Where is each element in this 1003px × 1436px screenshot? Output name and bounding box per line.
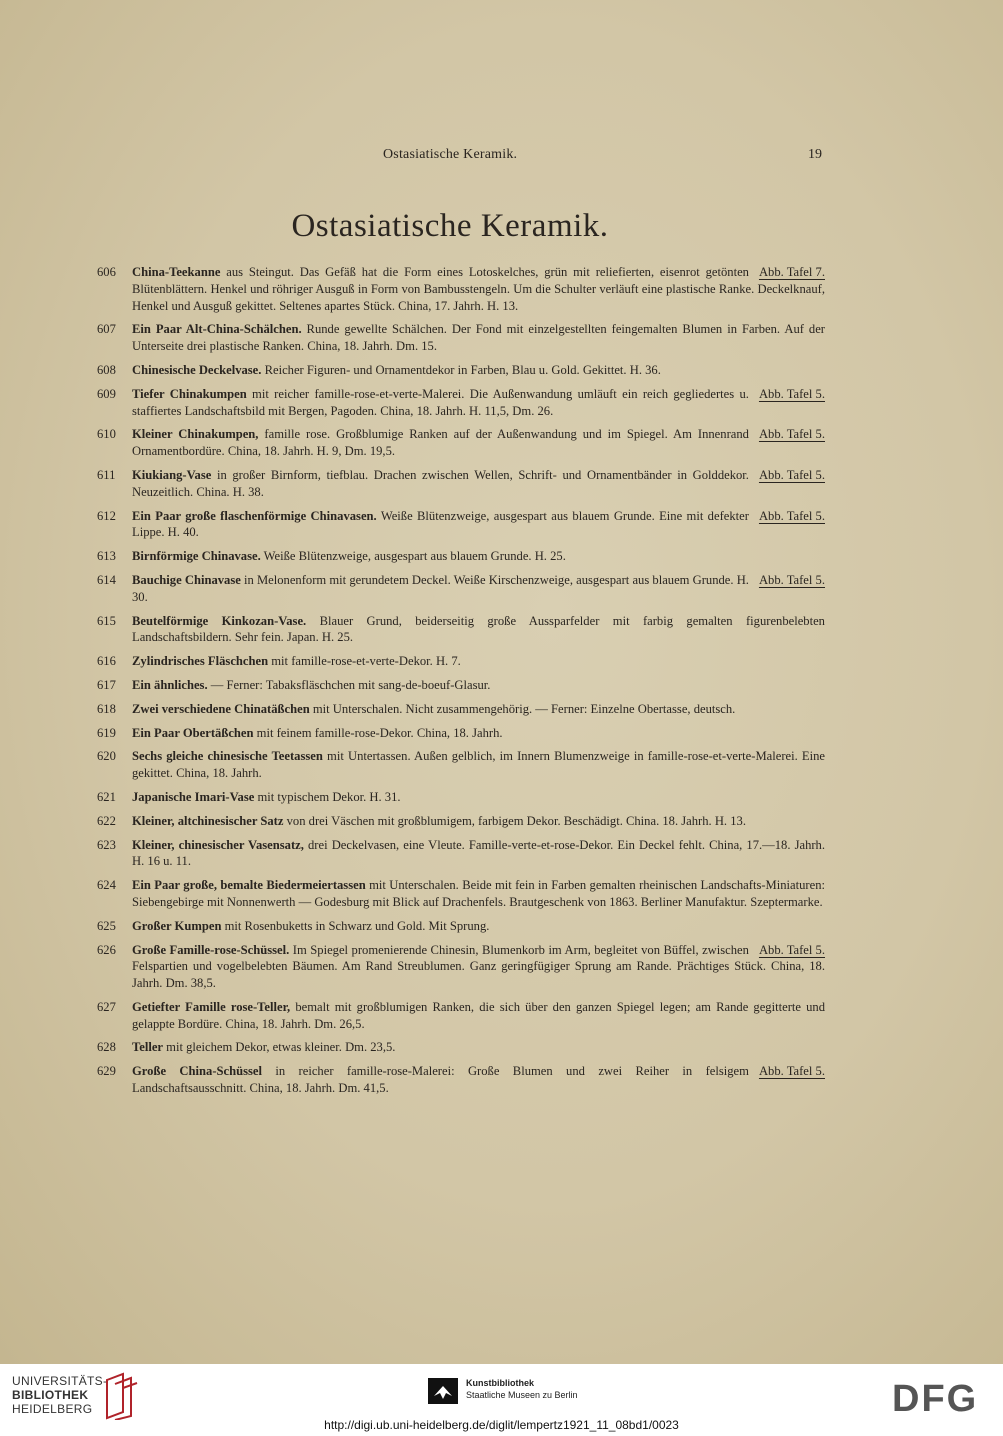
lot-description (132, 1039, 825, 1056)
lot-title: Kleiner, chinesischer Vasensatz, (132, 837, 304, 852)
lot-text: mit reicher famille-rose-et-verte-Malerei. Die Außenwandung umläuft ein reich gegliedertes u. staffiertes Landschaftsbild mit Bergen, Pagoden. China, 18. Jahrh. H. 11,5, Dm. 26. (132, 386, 749, 418)
plate-reference: Abb. Tafel 5. (758, 508, 825, 523)
kb-line-2: Staatliche Museen zu Berlin (466, 1390, 578, 1400)
kb-line-1: Kunstbibliothek (466, 1378, 534, 1388)
lot-text: mit Unterschalen. Beide mit fein in Farben gemalten rheinischen Landschafts-Miniaturen: Siebengebirge mit Nonnenwerth — Godesburg mit Blick auf Drachenfels. Brautgeschenk von 1863. Berliner Manufaktur. Szeptermarke. (132, 878, 826, 909)
lot-description (132, 613, 825, 647)
catalogue-entry (93, 613, 825, 647)
dfg-logo[interactable]: DFG (892, 1378, 979, 1420)
lot-description (132, 701, 825, 718)
catalogue-entry (93, 877, 825, 911)
lot-title: Ein Paar große flaschenförmige Chinavasen. (132, 508, 377, 523)
lot-description (132, 572, 825, 606)
lot-title: Große Famille-rose-Schüssel. (132, 942, 290, 957)
lot-text: Blauer Grund, beiderseitig große Aussparfelder mit farbig gemalten figurenbelebten Landschaftsbildern. Sehr fein. Japan. H. 25. (132, 613, 825, 645)
lot-title: Bauchige Chinavase (132, 572, 241, 587)
lot-number: 619 (97, 725, 116, 740)
ub-line-1: UNIVERSITÄTS- (12, 1374, 108, 1388)
catalogue-entry (93, 918, 825, 935)
lot-number: 625 (97, 918, 116, 933)
catalogue-entry (93, 508, 825, 542)
kunstbibliothek-logo[interactable] (466, 1377, 578, 1401)
lot-title: Große China-Schüssel (132, 1064, 263, 1079)
lot-number: 611 (97, 467, 116, 482)
lot-title: Tiefer Chinakumpen (132, 386, 247, 401)
lot-number: 614 (97, 572, 116, 587)
lot-number: 616 (97, 654, 116, 669)
lot-title: Birnförmige Chinavase. (132, 549, 261, 564)
lot-title: China-Teekanne (132, 265, 221, 279)
plate-reference: Abb. Tafel 5. (758, 1064, 825, 1079)
lot-description (132, 918, 825, 935)
lot-title: Ein Paar Alt-China-Schälchen. (132, 322, 302, 337)
catalogue-entry (93, 264, 825, 314)
catalogue-entry (93, 426, 825, 460)
catalogue-entry (93, 813, 825, 830)
lot-number: 610 (97, 427, 116, 442)
lot-description (132, 653, 825, 670)
lot-text: in reicher famille-rose-Malerei: Große Blumen und zwei Reiher in felsigem Landschaftsausschnitt. China, 18. Jahrh. Dm. 41,5. (132, 1064, 749, 1096)
page-title: Ostasiatische Keramik. (291, 208, 609, 244)
lot-text: mit gleichem Dekor, etwas kleiner. Dm. 23,5. (163, 1040, 396, 1055)
lot-number: 615 (97, 613, 116, 628)
lot-title: Zwei verschiedene Chinatäßchen (132, 701, 310, 716)
lot-title: Zylindrisches Fläschchen (132, 654, 269, 669)
lot-number: 620 (97, 749, 116, 764)
catalogue-entry (93, 1039, 825, 1056)
lot-number: 627 (97, 999, 116, 1014)
lot-text: Reicher Figuren- und Ornamentdekor in Farben, Blau u. Gold. Gekittet. H. 36. (261, 362, 661, 377)
catalogue-entry (93, 725, 825, 742)
lot-description (132, 789, 825, 806)
lot-title: Großer Kumpen (132, 918, 222, 933)
lot-number: 626 (97, 942, 116, 957)
lot-text: famille rose. Großblumige Ranken auf der Außenwandung und im Spiegel. Am Innenrand Ornamentbordüre. China, 18. Jahrh. H. 9, Dm. 19,5. (132, 427, 749, 459)
lot-description (132, 813, 825, 830)
running-title: Ostasiatische Keramik. (383, 147, 518, 162)
lot-text: Weiße Blütenzweige, ausgespart aus blauem Grunde. Eine mit defekter Lippe. H. 40. (132, 508, 749, 540)
lot-title: Kleiner Chinakumpen, (132, 427, 259, 442)
lot-title: Japanische Imari-Vase (132, 789, 255, 804)
lot-text: Weiße Blütenzweige, ausgespart aus blauem Grunde. H. 25. (260, 549, 566, 564)
lot-description (132, 426, 825, 460)
lot-title: Getiefter Famille rose-Teller, (132, 999, 291, 1014)
lot-text: in großer Birnform, tiefblau. Drachen zwischen Wellen, Schrift- und Ornamentbänder in Golddekor. Neuzeitlich. China. H. 38. (132, 467, 749, 499)
plate-reference: Abb. Tafel 5. (758, 942, 825, 957)
lot-description (132, 677, 825, 694)
lot-number: 624 (97, 878, 116, 893)
catalogue-entry (93, 942, 825, 992)
page-number: 19 (808, 147, 822, 162)
lot-text: mit typischem Dekor. H. 31. (254, 789, 401, 804)
lot-title: Ein Paar große, bemalte Biedermeiertassen (132, 878, 366, 893)
lot-text: mit famille-rose-et-verte-Dekor. H. 7. (268, 654, 461, 669)
lot-description (132, 508, 825, 542)
lot-number: 606 (97, 265, 116, 279)
plate-reference: Abb. Tafel 5. (758, 572, 825, 587)
lot-title: Teller (132, 1040, 164, 1055)
lot-number: 621 (97, 789, 116, 804)
lot-description (132, 321, 825, 355)
lot-number: 609 (97, 386, 116, 401)
catalogue-entry (93, 467, 825, 501)
lot-text: drei Deckelvasen, eine Vleute. Famille-verte-et-rose-Dekor. Ein Deckel fehlt. China, 17.—18. Jahrh. H. 16 u. 11. (132, 837, 825, 869)
lot-number: 622 (97, 813, 116, 828)
lot-description (132, 386, 825, 420)
catalogue-entry (93, 572, 825, 606)
lot-description (132, 362, 825, 379)
lot-description (132, 264, 825, 314)
catalogue-entry (93, 677, 825, 694)
ub-line-2: BIBLIOTHEK (12, 1388, 89, 1402)
lot-text: von drei Väschen mit großblumigem, farbigem Dekor. Beschädigt. China. 18. Jahrh. H. 13. (283, 813, 746, 828)
lot-title: Kiukiang-Vase (132, 467, 212, 482)
lot-description (132, 467, 825, 501)
catalogue-entry (93, 321, 825, 355)
lot-text: mit Unterschalen. Nicht zusammengehörig. — Ferner: Einzelne Obertasse, deutsch. (309, 701, 736, 716)
lot-number: 612 (97, 508, 116, 523)
plate-reference: Abb. Tafel 5. (758, 386, 825, 401)
lot-title: Beutelförmige Kinkozan-Vase. (132, 613, 307, 628)
ub-mark-icon (103, 1372, 139, 1420)
plate-reference: Abb. Tafel 7. (758, 265, 825, 279)
eagle-icon (428, 1378, 458, 1404)
lot-number: 618 (97, 701, 116, 716)
lot-text: bemalt mit großblumigen Ranken, die sich über den ganzen Spiegel legen; am Rande gegitterte und gelappte Bordüre. China, 18. Jahrh. Dm. 26,5. (132, 999, 826, 1031)
lot-description (132, 725, 825, 742)
lot-number: 623 (97, 837, 116, 852)
lot-description (132, 1063, 825, 1097)
lot-number: 628 (97, 1040, 116, 1055)
lot-title: Chinesische Deckelvase. (132, 362, 262, 377)
lot-number: 608 (97, 362, 116, 377)
lot-description (132, 548, 825, 565)
catalogue-entry (93, 386, 825, 420)
lot-number: 629 (97, 1064, 116, 1079)
lot-text: mit Untertassen. Außen gelblich, im Innern Blumenzweige in famille-rose-et-verte-Malerei. Eine gekittet. China, 18. Jahrh. (132, 749, 825, 781)
lot-number: 613 (97, 549, 116, 564)
lot-text: aus Steingut. Das Gefäß hat die Form eines Lotoskelches, grün mit reliefierten, eisenrot getönten Blütenblättern. Henkel und röhriger Ausguß in Form von Bambusstengeln. Um die Schulter verläuft eine plastische Ranke. Deckelknauf, Henkel und Ausguß gekittet. Seltenes apartes Stück. China, 17. Jahrh. H. 13. (132, 265, 825, 313)
lot-text: in Melonenform mit gerundetem Deckel. Weiße Kirschenzweige, ausgespart aus blauem Grunde. H. 30. (132, 572, 749, 604)
lot-title: Sechs gleiche chinesische Teetassen (132, 749, 323, 764)
catalogue-entry (93, 701, 825, 718)
lot-title: Kleiner, altchinesischer Satz (132, 813, 284, 828)
catalogue-entry (93, 999, 825, 1033)
lot-text: mit Rosenbuketts in Schwarz und Gold. Mit Sprung. (221, 918, 490, 933)
lot-description (132, 942, 825, 992)
catalogue-entry (93, 653, 825, 670)
lot-title: Ein ähnliches. (132, 677, 208, 692)
lot-number: 617 (97, 677, 116, 692)
lot-description (132, 748, 825, 782)
lot-number: 607 (97, 322, 116, 337)
lot-description (132, 837, 825, 871)
lot-text: Im Spiegel promenierende Chinesin, Blumenkorb im Arm, begleitet von Büffel, zwischen Felspartien und vogelbelebten Bäumen. Am Rand Streublumen. Ganz geringfügiger Sprung am Rande. Prächtiges Stück. China, 18. Jahrh. Dm. 38,5. (132, 942, 825, 991)
catalogue-entry (93, 748, 825, 782)
catalogue-entry (93, 362, 825, 379)
lot-description (132, 877, 825, 911)
catalogue-entry (93, 548, 825, 565)
catalogue-entry (93, 837, 825, 871)
ub-line-3: HEIDELBERG (12, 1402, 93, 1416)
lot-text: mit feinem famille-rose-Dekor. China, 18. Jahrh. (253, 725, 503, 740)
plate-reference: Abb. Tafel 5. (758, 467, 825, 482)
source-url[interactable]: http://digi.ub.uni-heidelberg.de/diglit/lempertz1921_11_08bd1/0023 (324, 1418, 679, 1432)
catalogue-entries (93, 264, 825, 1104)
catalogue-entry (93, 1063, 825, 1097)
catalogue-entry (93, 789, 825, 806)
lot-text: Runde gewellte Schälchen. Der Fond mit einzelgestellten feingemalten Blumen in Farben. Auf der Unterseite drei plastische Ranken. China, 18. Jahrh. Dm. 15. (132, 322, 825, 354)
lot-text: — Ferner: Tabaksfläschchen mit sang-de-boeuf-Glasur. (207, 677, 491, 692)
plate-reference: Abb. Tafel 5. (758, 427, 825, 442)
lot-description (132, 999, 825, 1033)
lot-title: Ein Paar Obertäßchen (132, 725, 254, 740)
